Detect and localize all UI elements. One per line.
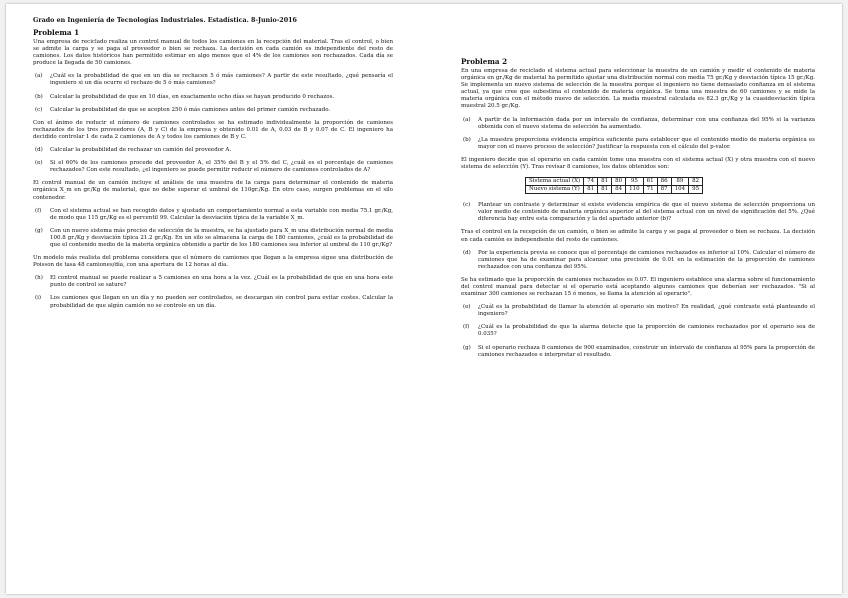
- table-cell: 80: [612, 178, 626, 186]
- question-item: [33, 73, 393, 87]
- question-text: Por la experiencia previa se conoce que el porcentaje de camiones rechazados es inferior al 10%. Calcular el número de camiones que ha de examinar para alcanzar una precisión de 0.01 en la estimación de la proporción de camiones rechazados con una confianza del 95%.: [478, 249, 815, 270]
- table-cell: 82: [689, 178, 703, 186]
- question-text: ¿La muestra proporciona evidencia empírica suficiente para establecer que el contenido medio de materia orgánica es mayor con el nuevo proceso de selección? Justificar la respuesta con el cálculo del p-valor.: [478, 136, 815, 150]
- question-text: ¿Cuál es la probabilidad de que en un día se rechacen 5 ó más camiones? A partir de este resultado, ¿qué pensaría el ingeniero si un día ocurre el rechazo de 5 ó más camiones?: [50, 73, 393, 87]
- problem-2-paragraph-4: Se ha estimado que la proporción de camiones rechazados es 0.07. El ingeniero establece una alarma sobre el funcionamiento del control manual para detectar si el operario está aceptando algunos camiones que deberían ser rechazados. "Si al examinar 300 camiones se rechazan 15 ó menos, se llama la atención al operario".: [461, 276, 815, 298]
- question-item: [461, 202, 815, 223]
- table-cell: 86: [657, 178, 671, 186]
- problem-1-questions-c: [33, 208, 393, 249]
- exam-header: Grado en Ingeniería de Tecnologías Industriales. Estadística. 8-Junio-2016: [33, 17, 297, 24]
- table-cell: 81: [598, 186, 612, 194]
- question-text: Los camiones que llegan en un día y no pueden ser controlados, se descargan sin control para evitar costes. Calcular la probabilidad de que algún camión no se controle en un día.: [50, 295, 393, 309]
- problem-2-paragraph-2: El ingeniero decide que el operario en cada camión tome una muestra con el sistema actual (X) y otra muestra con el nuevo sistema de selección (Y). Tras revisar 8 camiones, los datos obtenidos son:: [461, 156, 815, 171]
- question-item: [461, 345, 815, 359]
- question-text: Calcular la probabilidad de que en 10 días, en exactamente ocho días se hayan producido 0 rechazos.: [50, 93, 335, 100]
- question-text: El control manual se puede realizar a 5 camiones en una hora a la vez. ¿Cuál es la probabilidad de que en una hora este punto de control se sature?: [50, 275, 393, 289]
- table-row: [526, 178, 703, 186]
- table-cell: 81: [584, 186, 598, 194]
- question-item: [461, 137, 815, 151]
- table-cell: 71: [643, 186, 657, 194]
- data-table: [525, 177, 703, 194]
- table-cell: 95: [626, 178, 644, 186]
- question-item: [33, 94, 393, 101]
- table-cell: 95: [689, 186, 703, 194]
- exam-page: [6, 4, 842, 594]
- question-text: Calcular la probabilidad de que se acepten 250 ó más camiones antes del primer camión rechazado.: [50, 106, 331, 113]
- question-label: (a): [463, 116, 471, 123]
- problem-2-paragraph-3: Tras el control en la recepción de un camión, o bien se admite la carga y se paga al proveedor o bien se rechaza. La decisión en cada camión es independiente del resto de camiones.: [461, 229, 815, 243]
- table-cell: 87: [657, 186, 671, 194]
- question-item: [461, 324, 815, 338]
- problem-1-intro: Una empresa de reciclado realiza un control manual de todos los camiones en la recepción del material. Tras el control, o bien se admite la carga y se paga al proveedor o bien se rechaza. La decisión en cada camión es independiente del resto de camiones. Los datos históricos han permitido estimar en algo menos que el 4% de los camiones son rechazados. Cada día se produce la llegada de 50 camiones.: [33, 39, 393, 67]
- problem-1-paragraph-3: El control manual de un camión incluye el análisis de una muestra de la carga para determinar el contenido de materia orgánica X_m en gr./Kg de material, que no debe superar el umbral de 110gr./Kg. En otro caso, surgen problemas en el silo contenedor.: [33, 180, 393, 201]
- question-text: ¿Cuál es la probabilidad de llamar la atención al operario sin motivo? En realidad, ¿qué contraste está planteando el ingeniero?: [478, 304, 815, 318]
- question-text: Si el 60% de los camiones procede del proveedor A, el 35% del B y el 5% del C, ¿cuál es el porcentaje de camiones rechazados? Con este resultado, ¿el ingeniero se puede permitir reducir el número de camiones controlados de A?: [50, 160, 393, 174]
- question-label: (e): [35, 160, 43, 167]
- question-label: (i): [35, 295, 42, 302]
- question-item: [33, 275, 393, 289]
- problem-1-questions-b: [33, 147, 393, 174]
- question-label: (g): [463, 344, 471, 351]
- question-text: Si el operario rechaza 8 camiones de 900 examinados, construir un intervalo de confianza al 95% para la proporción de camiones rechazados e interpretar el resultado.: [478, 344, 815, 358]
- column-right: [461, 55, 815, 365]
- question-label: (f): [35, 207, 42, 214]
- table-cell: 74: [584, 178, 598, 186]
- question-label: (c): [35, 106, 43, 113]
- problem-2-intro: En una empresa de reciclado el sistema actual para seleccionar la muestra de un camión y medir el contenido de materia orgánica en gr./Kg de material ha permitido ajustar una distribución normal con media 75 gr./Kg y desviación típica 15 gr./Kg. Se implementa un nuevo sistema de selección de la muestra porque el ingeniero no tiene demasiado confianza en el sistema actual, ya que cree que subestima el contenido de materia orgánica. Se toma una muestra de 60 camiones y se mide la materia orgánica con el método nuevo de selección. La media muestral calculada es 82.3 gr./Kg y la cuasidesviación típica muestral 20.5 gr./Kg.: [461, 68, 815, 110]
- table-cell: 89: [671, 178, 689, 186]
- table-cell: 81: [598, 178, 612, 186]
- problem-2-questions-c: [461, 250, 815, 271]
- question-item: [461, 117, 815, 131]
- question-text: A partir de la información dada por un intervalo de confianza, determinar con una confianza del 95% si la varianza obtenida con el nuevo sistema de selección ha aumentado.: [478, 116, 815, 130]
- problem-1-title: Problema 1: [33, 28, 80, 37]
- question-text: Con el sistema actual se han recogido datos y ajustado un comportamiento normal a esta variable con media 75.1 gr./Kg, de modo que 115 gr./Kg es el percentil 99. Calcular la desviación típica de la variable X_m.: [50, 207, 393, 221]
- table-row-label: Nuevo sistema (Y): [526, 186, 584, 194]
- problem-2-questions-a: [461, 117, 815, 151]
- question-label: (b): [463, 136, 471, 143]
- problem-1-questions-a: [33, 73, 393, 113]
- problem-2-title: Problema 2: [461, 57, 508, 66]
- problem-2-questions-b: [461, 202, 815, 223]
- column-left: [33, 26, 393, 316]
- problem-1-paragraph-4: Un modelo más realista del problema considera que el número de camiones que llegan a la empresa sigue una distribución de Poisson de tasa 48 camiones/día, con una apertura de 12 horas al día.: [33, 255, 393, 269]
- question-label: (f): [463, 324, 470, 331]
- problem-1-questions-d: [33, 275, 393, 309]
- table-cell: 84: [612, 186, 626, 194]
- table-cell: 61: [643, 178, 657, 186]
- table-cell: 104: [671, 186, 689, 194]
- question-label: (c): [463, 202, 471, 209]
- question-label: (b): [35, 93, 43, 100]
- question-label: (a): [35, 73, 43, 80]
- question-item: [33, 147, 393, 154]
- problem-1-paragraph-2: Con el ánimo de reducir el número de camiones controlados se ha estimado individualmente la proporción de camiones rechazados de los tres proveedores (A, B y C) de la empresa y obtenido 0.01 de A, 0.03 de B y 0.07 de C. El ingeniero ha decidido controlar 1 de cada 2 camiones de A y todos los camiones de B y C.: [33, 119, 393, 140]
- question-text: Plantear un contraste y determinar si existe evidencia empírica de que el nuevo sistema de selección proporciona un valor medio de contenido de materia orgánica superior al del sistema actual con un nivel de significación del 5%. ¿Qué diferencia hay entre esta comparación y la del apartado anterior (b)?: [478, 202, 815, 223]
- question-label: (d): [463, 249, 471, 256]
- question-text: Con un nuevo sistema más preciso de selección de la muestra, se ha ajustado para X_m una distribución normal de media 100.8 gr./Kg y desviación típica 21.2 gr./Kg. En un silo se almacena la carga de 180 camiones, ¿cuál es la probabilidad de que el contenido medio de la materia orgánica obtenido a partir de los 180 camiones sea inferior al umbral de 110 gr./Kg?: [50, 227, 393, 248]
- question-item: [33, 160, 393, 174]
- question-label: (d): [35, 147, 43, 154]
- table-row: [526, 186, 703, 194]
- question-item: [461, 304, 815, 318]
- question-label: (e): [463, 304, 471, 311]
- problem-2-questions-d: [461, 304, 815, 359]
- question-item: [33, 107, 393, 114]
- table-row-label: Sistema actual (X): [526, 178, 584, 186]
- question-label: (g): [35, 227, 43, 234]
- table-cell: 110: [626, 186, 644, 194]
- question-text: ¿Cuál es la probabilidad de que la alarma detecte que la proporción de camiones rechazados por el operario sea de 0.035?: [478, 324, 815, 338]
- question-item: [33, 228, 393, 249]
- question-item: [33, 208, 393, 222]
- question-label: (h): [35, 275, 43, 282]
- question-text: Calcular la probabilidad de rechazar un camión del proveedor A.: [50, 147, 232, 154]
- question-item: [461, 250, 815, 271]
- question-item: [33, 295, 393, 309]
